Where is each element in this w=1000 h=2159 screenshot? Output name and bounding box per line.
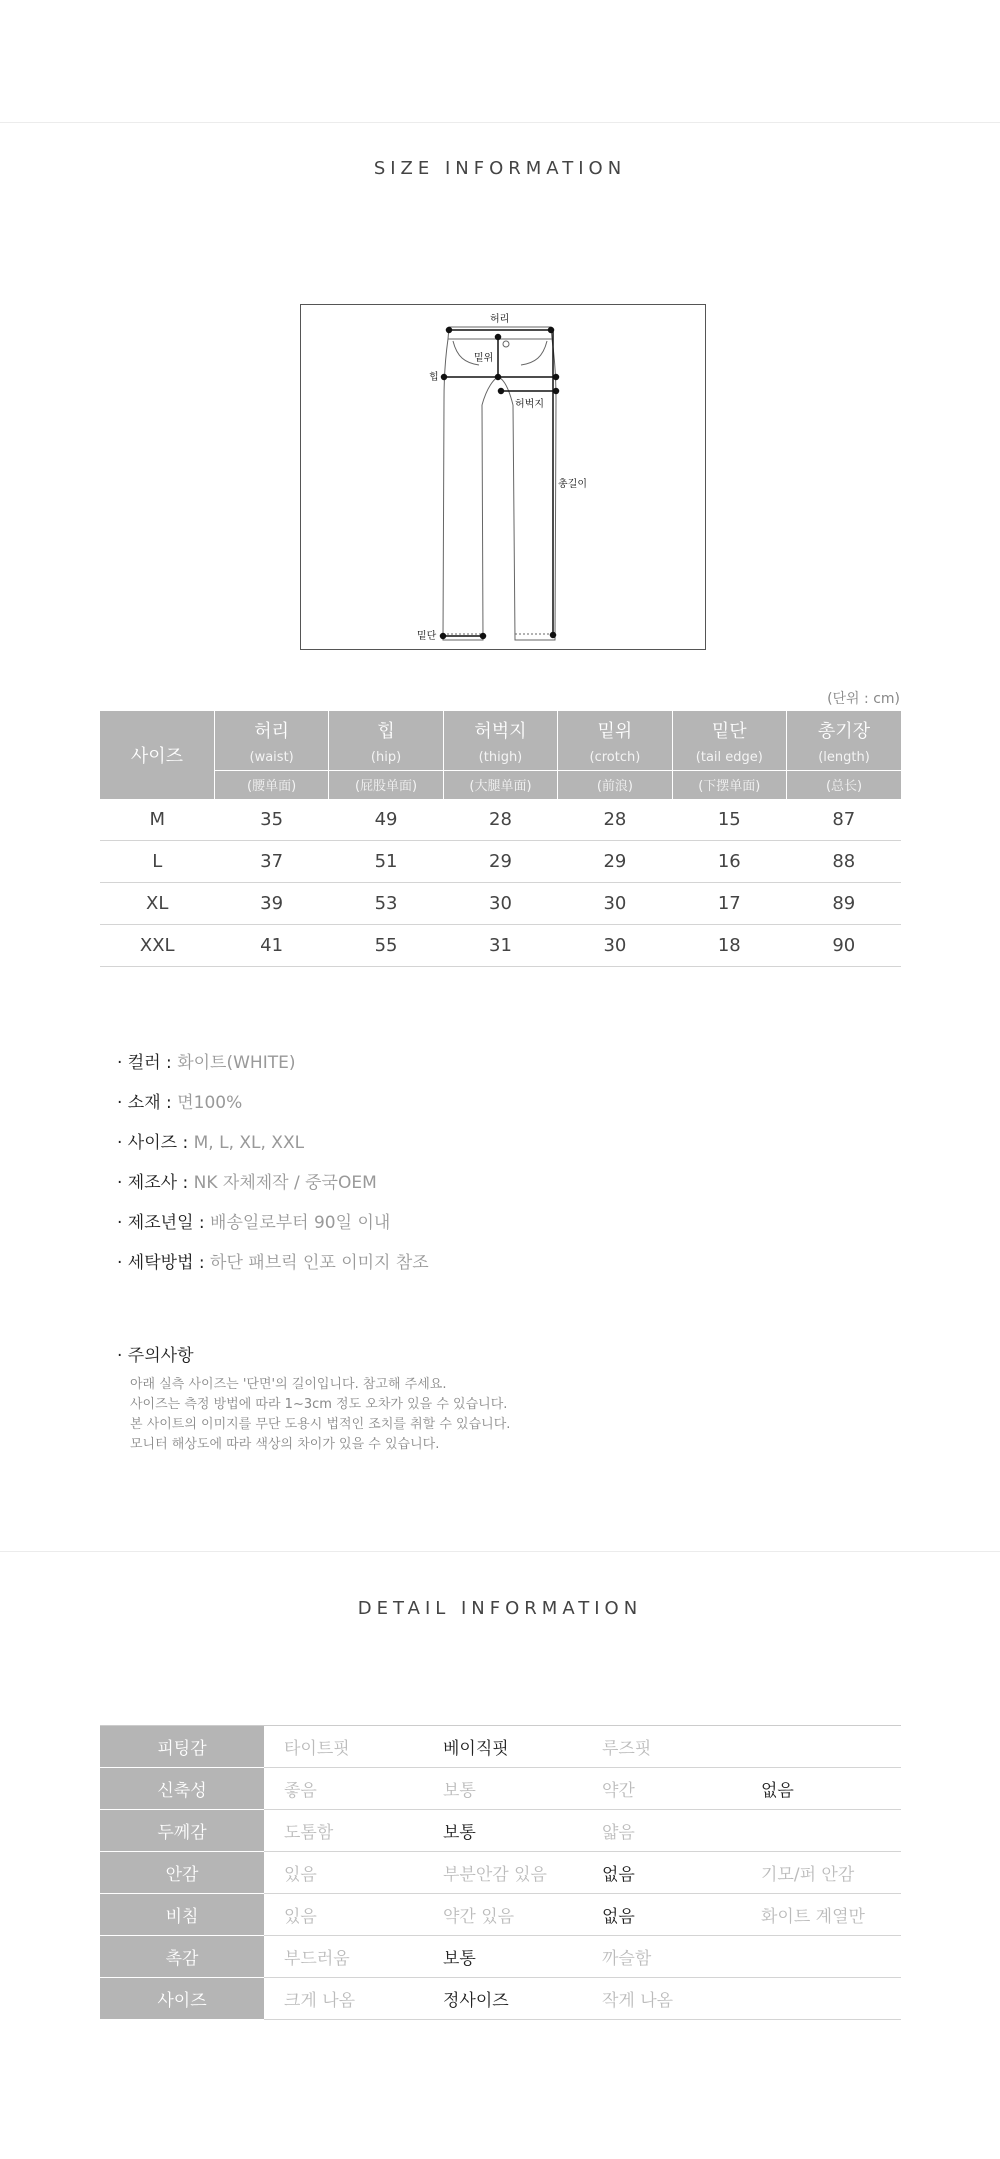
detail-option: 보통 [423, 1768, 582, 1810]
header-size: 사이즈 [100, 711, 214, 799]
detail-option: 부드러움 [264, 1936, 423, 1978]
info-manufacture-date: · 제조년일 : 배송일로부터 90일 이내 [117, 1213, 391, 1233]
detail-option: 도톰함 [264, 1810, 423, 1852]
detail-option-selected: 없음 [582, 1852, 741, 1894]
detail-label: 신축성 [100, 1768, 264, 1810]
note-line: 본 사이트의 이미지를 무단 도용시 법적인 조치를 취할 수 있습니다. [130, 1417, 511, 1432]
pants-sketch [301, 305, 707, 651]
table-cell: 37 [214, 841, 328, 883]
detail-option-selected: 없음 [741, 1768, 901, 1810]
table-cell: 17 [672, 883, 786, 925]
header-waist: 허리 (waist) (腰单面) [214, 711, 328, 799]
detail-information-title: DETAIL INFORMATION [357, 1598, 643, 1619]
table-row [100, 925, 901, 967]
table-cell: 88 [787, 841, 901, 883]
detail-option: 루즈핏 [582, 1726, 741, 1768]
detail-table [100, 1725, 901, 2020]
table-cell: 89 [787, 883, 901, 925]
hip-label: 힙 [429, 372, 439, 383]
detail-label: 촉감 [100, 1936, 264, 1978]
table-cell: 15 [672, 799, 786, 841]
detail-option-selected: 베이직핏 [423, 1726, 582, 1768]
detail-label: 비침 [100, 1894, 264, 1936]
detail-option: 있음 [264, 1894, 423, 1936]
detail-row [100, 1978, 901, 2020]
header-thigh: 허벅지 (thigh) (大腿单面) [443, 711, 557, 799]
detail-row [100, 1768, 901, 1810]
info-washing: · 세탁방법 : 하단 패브릭 인포 이미지 참조 [117, 1253, 429, 1273]
header-length: 총기장 (length) (总长) [787, 711, 901, 799]
table-cell: M [100, 799, 214, 841]
tail-label: 밑단 [417, 631, 437, 642]
thigh-label: 허벅지 [515, 399, 544, 410]
crotch-label: 밑위 [474, 353, 494, 364]
detail-option: 작게 나옴 [582, 1978, 741, 2020]
detail-option-selected: 보통 [423, 1936, 582, 1978]
detail-option: 있음 [264, 1852, 423, 1894]
header-tail-edge: 밑단 (tail edge) (下摆单面) [672, 711, 786, 799]
detail-label: 사이즈 [100, 1978, 264, 2020]
table-cell: 31 [443, 925, 557, 967]
table-cell: 87 [787, 799, 901, 841]
table-cell: 53 [329, 883, 443, 925]
detail-row [100, 1726, 901, 1768]
table-cell: 18 [672, 925, 786, 967]
detail-label: 피팅감 [100, 1726, 264, 1768]
detail-row [100, 1810, 901, 1852]
detail-option-selected: 정사이즈 [423, 1978, 582, 2020]
detail-option: 부분안감 있음 [423, 1852, 582, 1894]
detail-option: 타이트핏 [264, 1726, 423, 1768]
info-material: · 소재 : 면100% [117, 1093, 243, 1113]
length-label: 총길이 [558, 479, 587, 490]
table-cell: 49 [329, 799, 443, 841]
table-cell: 29 [443, 841, 557, 883]
table-cell: L [100, 841, 214, 883]
size-information-title: SIZE INFORMATION [373, 158, 627, 179]
notes-title: · 주의사항 [117, 1346, 194, 1366]
size-table [100, 711, 901, 967]
detail-option: 약간 [582, 1768, 741, 1810]
table-cell: 41 [214, 925, 328, 967]
note-line: 아래 실측 사이즈는 '단면'의 길이입니다. 참고해 주세요. [130, 1377, 447, 1392]
table-cell: 28 [558, 799, 672, 841]
table-cell: 30 [443, 883, 557, 925]
info-manufacturer: · 제조사 : NK 자체제작 / 중국OEM [117, 1173, 377, 1193]
table-cell: 35 [214, 799, 328, 841]
detail-label: 두께감 [100, 1810, 264, 1852]
detail-option: 화이트 계열만 [741, 1894, 901, 1936]
detail-label: 안감 [100, 1852, 264, 1894]
detail-option-selected: 없음 [582, 1894, 741, 1936]
table-cell: 29 [558, 841, 672, 883]
table-cell: 16 [672, 841, 786, 883]
table-cell: XXL [100, 925, 214, 967]
header-hip: 힙 (hip) (屁股单面) [329, 711, 443, 799]
note-line: 모니터 해상도에 따라 색상의 차이가 있을 수 있습니다. [130, 1437, 440, 1452]
table-cell: 30 [558, 883, 672, 925]
size-table-header [100, 711, 901, 799]
detail-row [100, 1936, 901, 1978]
table-cell: 90 [787, 925, 901, 967]
detail-option: 기모/퍼 안감 [741, 1852, 901, 1894]
table-cell: 39 [214, 883, 328, 925]
detail-option [741, 1978, 901, 2020]
detail-option: 약간 있음 [423, 1894, 582, 1936]
table-row [100, 799, 901, 841]
detail-option-selected: 보통 [423, 1810, 582, 1852]
detail-row [100, 1852, 901, 1894]
note-line: 사이즈는 측정 방법에 따라 1~3cm 정도 오차가 있을 수 있습니다. [130, 1397, 508, 1412]
table-row [100, 883, 901, 925]
detail-option [741, 1810, 901, 1852]
middle-divider [0, 1551, 1000, 1552]
pants-measurement-diagram [300, 304, 706, 650]
info-color: · 컬러 : 화이트(WHITE) [117, 1053, 296, 1073]
detail-row [100, 1894, 901, 1936]
top-divider [0, 122, 1000, 123]
detail-option: 크게 나옴 [264, 1978, 423, 2020]
unit-note: (단위 : cm) [827, 691, 900, 707]
table-row [100, 841, 901, 883]
detail-option [741, 1936, 901, 1978]
detail-option [741, 1726, 901, 1768]
header-crotch: 밑위 (crotch) (前浪) [558, 711, 672, 799]
table-cell: XL [100, 883, 214, 925]
table-cell: 30 [558, 925, 672, 967]
table-cell: 51 [329, 841, 443, 883]
detail-option: 좋음 [264, 1768, 423, 1810]
notes-list [130, 1375, 510, 1455]
waist-label: 허리 [490, 314, 510, 325]
table-cell: 28 [443, 799, 557, 841]
info-sizes: · 사이즈 : M, L, XL, XXL [117, 1133, 305, 1153]
detail-option: 까슬함 [582, 1936, 741, 1978]
table-cell: 55 [329, 925, 443, 967]
detail-option: 얇음 [582, 1810, 741, 1852]
